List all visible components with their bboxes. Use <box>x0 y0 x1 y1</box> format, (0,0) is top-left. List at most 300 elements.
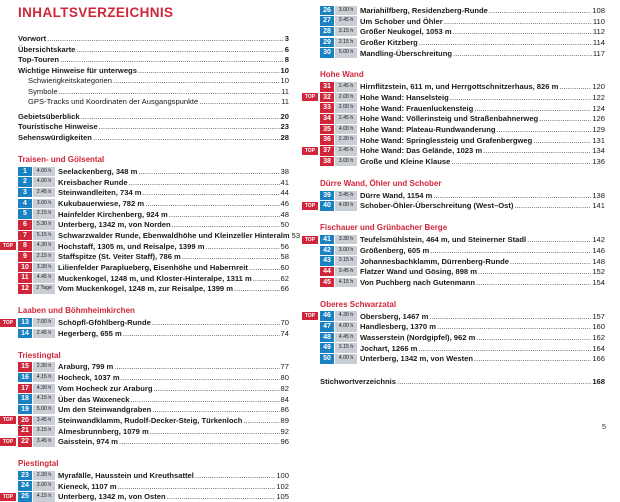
tour-duration: 2.30 h <box>33 362 55 372</box>
tour-duration: 5.15 h <box>33 231 55 241</box>
tour-page: 114 <box>593 38 605 47</box>
tour-name: Unterberg, 1342 m, von Norden <box>58 220 171 229</box>
toc-front-page: 23 <box>281 122 289 133</box>
tour-name: Araburg, 799 m <box>58 362 113 371</box>
tour-number: 23 <box>18 471 32 481</box>
tour-name: Größenberg, 605 m <box>360 246 429 255</box>
tour-entry[interactable] <box>320 343 605 354</box>
tour-duration: 3.45 h <box>335 191 357 201</box>
tour-name: Hohe Wand: Frauenluckensteig <box>360 104 473 113</box>
tour-number: 6 <box>18 220 32 230</box>
tour-number: 28 <box>320 27 334 37</box>
tour-number: 16 <box>18 373 32 383</box>
tour-number: 19 <box>18 405 32 415</box>
tour-entry[interactable] <box>18 187 289 198</box>
leader-dots <box>559 82 591 91</box>
section-heading: Triestingtal <box>18 350 289 361</box>
tour-number: 4 <box>18 199 32 209</box>
tour-page: 120 <box>592 82 605 91</box>
tour-entry[interactable] <box>18 166 289 177</box>
tour-duration: 4.30 h <box>33 384 55 394</box>
leader-dots <box>514 201 591 210</box>
tour-entry[interactable] <box>320 354 605 365</box>
tour-duration: 3.15 h <box>33 209 55 219</box>
tour-number: 26 <box>320 6 334 16</box>
section-heading: Hohe Wand <box>320 69 605 80</box>
tour-duration: 3.45 h <box>335 267 357 277</box>
tour-duration: 3.15 h <box>335 27 357 37</box>
leader-dots <box>113 76 280 87</box>
leader-dots <box>81 112 280 123</box>
leader-dots <box>195 471 275 480</box>
tour-number: 34 <box>320 114 334 124</box>
leader-dots <box>249 263 280 272</box>
leader-dots <box>450 93 592 102</box>
toc-front-entry[interactable] <box>18 112 289 123</box>
tour-entry[interactable] <box>18 481 289 492</box>
top-tour-badge: TOP <box>0 319 16 327</box>
tour-name: Teufelsmühlstein, 464 m, und Steinerner Stadl <box>360 235 526 244</box>
tour-number: 42 <box>320 246 334 256</box>
tour-name: Almesbrunnberg, 1079 m <box>58 427 149 436</box>
tour-entry[interactable] <box>320 135 605 146</box>
leader-dots <box>419 38 592 47</box>
tour-name: Hocheck, 1037 m <box>58 373 120 382</box>
tour-page: 166 <box>592 354 605 363</box>
tour-number: 5 <box>18 209 32 219</box>
tour-name: Flatzer Wand und Gösing, 898 m <box>360 267 477 276</box>
leader-dots <box>489 6 591 15</box>
tour-page: 100 <box>276 471 289 480</box>
tour-page: 62 <box>281 274 289 283</box>
tour-name: Schöpfl-Gföhlberg-Runde <box>58 318 151 327</box>
leader-dots <box>474 354 591 363</box>
tour-page: 48 <box>281 210 289 219</box>
tour-duration: 2.00 h <box>335 93 357 103</box>
tour-duration: 5.30 h <box>33 220 55 230</box>
tour-duration: 2.15 h <box>33 252 55 262</box>
tour-duration: 2.30 h <box>335 135 357 145</box>
tour-page: 77 <box>281 362 289 371</box>
tour-number: 47 <box>320 322 334 332</box>
tour-duration: 4.00 h <box>335 125 357 135</box>
tour-page: 60 <box>281 263 289 272</box>
tour-number: 35 <box>320 125 334 135</box>
tour-entry[interactable] <box>18 273 289 284</box>
section-heading: Fischauer und Grünbacher Berge <box>320 222 605 233</box>
tour-duration: 4.15 h <box>33 373 55 383</box>
tour-entry[interactable] <box>320 26 605 37</box>
tour-page: 131 <box>592 136 605 145</box>
top-tour-badge: TOP <box>302 147 318 155</box>
page-number-left: 4 <box>18 422 22 431</box>
leader-dots <box>130 395 279 404</box>
tour-name: Dürre Wand, 1154 m <box>360 191 432 200</box>
right-sections <box>320 5 605 364</box>
tour-page: 44 <box>281 188 289 197</box>
tour-duration: 4.00 h <box>335 354 357 364</box>
top-tour-badge: TOP <box>302 312 318 320</box>
tour-name: Unterberg, 1342 m, von Westen <box>360 354 473 363</box>
tour-number: 15 <box>18 362 32 372</box>
tour-name: Kreisbacher Runde <box>58 178 128 187</box>
leader-dots <box>539 114 591 123</box>
toc-front-entry[interactable] <box>18 97 289 108</box>
toc-front-entry[interactable] <box>18 45 289 56</box>
tour-name: Steinwandklamm, Rudolf-Decker-Steig, Türkenloch <box>58 416 242 425</box>
tour-page: 74 <box>281 329 289 338</box>
tour-duration: 4.00 h <box>33 167 55 177</box>
leader-dots <box>243 416 279 425</box>
tour-name: Großer Kitzberg <box>360 38 418 47</box>
tour-entry[interactable] <box>18 241 289 252</box>
tour-name: Obersberg, 1467 m <box>360 312 428 321</box>
tour-name: Seelackenberg, 348 m <box>58 167 137 176</box>
stichwortverzeichnis-label: Stichwortverzeichnis <box>320 376 396 387</box>
tour-name: Lilienfelder Paraplueberg, Eisenhöhe und Habernreit <box>58 263 248 272</box>
tour-number: 45 <box>320 278 334 288</box>
leader-dots <box>476 333 591 342</box>
tour-name: Vom Muckenkogel, 1248 m, zur Reisalpe, 1399 m <box>58 284 233 293</box>
page-number-right: 5 <box>602 422 606 431</box>
leader-dots <box>199 97 280 108</box>
tour-page: 126 <box>592 114 605 123</box>
tour-duration: 3.30 h <box>335 235 357 245</box>
tour-number: 24 <box>18 481 32 491</box>
tour-number: 30 <box>320 48 334 58</box>
leader-dots <box>93 133 280 144</box>
tour-duration: 4.45 h <box>33 273 55 283</box>
tour-number: 44 <box>320 267 334 277</box>
leader-dots <box>138 167 279 176</box>
tour-entry[interactable] <box>18 436 289 447</box>
leader-dots <box>47 34 284 45</box>
tour-number: 40 <box>320 201 334 211</box>
tour-name: Hohe Wand: Das Gelände, 1023 m <box>360 146 482 155</box>
tour-entry[interactable] <box>18 404 289 415</box>
tour-duration: 2.45 h <box>335 114 357 124</box>
leader-dots <box>145 199 279 208</box>
toc-front-label: Touristische Hinweise <box>18 122 98 133</box>
tour-number: 9 <box>18 252 32 262</box>
leader-dots <box>119 437 280 446</box>
toc-front-entry[interactable] <box>18 66 289 77</box>
tour-entry[interactable] <box>18 328 289 339</box>
tour-page: 148 <box>592 257 605 266</box>
toc-front-label: Sehenswürdigkeiten <box>18 133 92 144</box>
toc-front-entry[interactable] <box>18 34 289 45</box>
tour-page: 164 <box>592 344 605 353</box>
tour-duration: 5.00 h <box>33 405 55 415</box>
tour-entry[interactable] <box>18 362 289 373</box>
tour-entry[interactable] <box>320 37 605 48</box>
leader-dots <box>418 344 591 353</box>
toc-front-page: 20 <box>281 112 289 123</box>
tour-page: 141 <box>592 201 605 210</box>
tour-entry[interactable] <box>320 48 605 59</box>
tour-entry[interactable] <box>18 492 289 502</box>
tour-number: 38 <box>320 157 334 167</box>
tour-number: 14 <box>18 329 32 339</box>
tour-entry[interactable] <box>320 234 605 245</box>
toc-front-page: 11 <box>281 97 289 108</box>
toc-front-entry[interactable] <box>18 76 289 87</box>
tour-number: 50 <box>320 354 334 364</box>
tour-page: 154 <box>592 278 605 287</box>
tour-entry[interactable] <box>320 146 605 157</box>
leader-dots <box>118 482 276 491</box>
tour-number: 2 <box>18 177 32 187</box>
tour-duration: 3.15 h <box>33 426 55 436</box>
tour-entry[interactable] <box>320 92 605 103</box>
tour-duration: 2.45 h <box>335 82 357 92</box>
toc-front-label: Vorwort <box>18 34 46 45</box>
tour-entry[interactable] <box>320 103 605 114</box>
tour-duration: 4.00 h <box>335 201 357 211</box>
stichwortverzeichnis-entry[interactable] <box>320 376 605 387</box>
tour-entry[interactable] <box>320 114 605 125</box>
leader-dots <box>205 242 279 251</box>
tour-entry[interactable] <box>320 311 605 322</box>
section-heading: Piestingtal <box>18 458 289 469</box>
tour-number: 11 <box>18 273 32 283</box>
tour-page: 124 <box>592 104 605 113</box>
tour-entry[interactable] <box>18 219 289 230</box>
leader-dots <box>497 125 592 134</box>
toc-front-label: Übersichtskarte <box>18 45 75 56</box>
tour-duration: 2.45 h <box>33 329 55 339</box>
tour-page: 86 <box>281 405 289 414</box>
tour-entry[interactable] <box>320 245 605 256</box>
leader-dots <box>451 157 591 166</box>
tour-page: 134 <box>592 146 605 155</box>
section-heading: Oberes Schwarzatal <box>320 299 605 310</box>
leader-dots <box>152 318 280 327</box>
tour-number: 37 <box>320 146 334 156</box>
tour-entry[interactable] <box>18 284 289 295</box>
tour-entry[interactable] <box>320 201 605 212</box>
toc-front-label: Gebietsüberblick <box>18 112 80 123</box>
tour-duration: 2.45 h <box>33 188 55 198</box>
leader-dots <box>167 492 276 501</box>
tour-number: 36 <box>320 135 334 145</box>
tour-name: Kukubauerwiese, 782 m <box>58 199 144 208</box>
tour-duration: 4.45 h <box>335 333 357 343</box>
leader-dots <box>478 267 591 276</box>
toc-front-page: 6 <box>285 45 289 56</box>
tour-entry[interactable] <box>320 266 605 277</box>
leader-dots <box>453 27 592 36</box>
tour-number: 27 <box>320 16 334 26</box>
tour-number: 41 <box>320 235 334 245</box>
leader-dots <box>172 220 280 229</box>
top-tour-badge: TOP <box>302 202 318 210</box>
tour-entry[interactable] <box>320 277 605 288</box>
section-heading: Laaben und Böhmheimkirchen <box>18 305 289 316</box>
leader-dots <box>430 246 591 255</box>
leader-dots <box>114 362 279 371</box>
leader-dots <box>527 235 591 244</box>
tour-entry[interactable] <box>320 5 605 16</box>
tour-name: Um den Steinwandgraben <box>58 405 151 414</box>
tour-page: 46 <box>281 199 289 208</box>
tour-duration: 3.15 h <box>335 256 357 266</box>
tour-entry[interactable] <box>320 16 605 27</box>
tour-entry[interactable] <box>320 256 605 267</box>
toc-front-entry[interactable] <box>18 87 289 98</box>
tour-page: 66 <box>281 284 289 293</box>
tour-entry[interactable] <box>18 470 289 481</box>
tour-entry[interactable] <box>320 81 605 92</box>
tour-duration: 3.15 h <box>335 343 357 353</box>
toc-front-label: Symbole <box>28 87 58 98</box>
tour-entry[interactable] <box>320 156 605 167</box>
top-tour-badge: TOP <box>0 438 16 446</box>
tour-number: 33 <box>320 103 334 113</box>
left-sections <box>18 154 289 502</box>
tour-page: 160 <box>592 322 605 331</box>
tour-name: Gaisstein, 974 m <box>58 437 118 446</box>
leader-dots <box>59 87 281 98</box>
tour-name: Kieneck, 1107 m <box>58 482 117 491</box>
tour-number: 49 <box>320 343 334 353</box>
tour-entry[interactable] <box>320 124 605 135</box>
tour-duration: 5.00 h <box>335 48 357 58</box>
tour-page: 117 <box>593 49 605 58</box>
tour-number: 20 <box>18 416 32 426</box>
tour-page: 157 <box>592 312 605 321</box>
tour-entry[interactable] <box>320 321 605 332</box>
tour-duration: 2.00 h <box>335 103 357 113</box>
tour-duration: 3.45 h <box>33 416 55 426</box>
leader-dots <box>150 427 280 436</box>
tour-page: 50 <box>281 220 289 229</box>
tour-duration: 2.15 h <box>335 38 357 48</box>
front-matter-list <box>18 34 289 143</box>
tour-duration: 2.45 h <box>335 146 357 156</box>
tour-entry[interactable] <box>18 394 289 405</box>
tour-name: Unterberg, 1342 m, von Osten <box>58 492 166 501</box>
right-page <box>320 0 605 387</box>
tour-page: 84 <box>281 395 289 404</box>
tour-page: 122 <box>592 93 605 102</box>
leader-dots <box>121 373 280 382</box>
tour-number: 48 <box>320 333 334 343</box>
tour-entry[interactable] <box>18 317 289 328</box>
tour-number: 17 <box>18 384 32 394</box>
tour-duration: 4.15 h <box>33 492 55 502</box>
tour-name: Johannesbachklamm, Dürrenberg-Runde <box>360 257 509 266</box>
tour-entry[interactable] <box>320 190 605 201</box>
top-tour-badge: TOP <box>302 93 318 101</box>
leader-dots <box>437 322 591 331</box>
tour-page: 162 <box>592 333 605 342</box>
tour-name: Vom Hocheck zur Araburg <box>58 384 153 393</box>
tour-duration: 3.00 h <box>335 246 357 256</box>
tour-duration: 4.15 h <box>33 394 55 404</box>
toc-front-page: 10 <box>281 66 289 77</box>
page-title: INHALTSVERZEICHNIS <box>18 5 289 21</box>
tour-entry[interactable] <box>18 198 289 209</box>
tour-name: Hirnflitzstein, 611 m, und Herrgottschnitzerhaus, 826 m <box>360 82 558 91</box>
tour-name: Hochstaff, 1305 m, und Reisalpe, 1399 m <box>58 242 204 251</box>
leader-dots <box>234 284 280 293</box>
toc-front-entry[interactable] <box>18 122 289 133</box>
tour-page: 105 <box>276 492 289 501</box>
tour-name: Größer Neukogel, 1053 m <box>360 27 452 36</box>
leader-dots <box>253 274 280 283</box>
tour-page: 146 <box>592 246 605 255</box>
toc-front-label: GPS-Tracks und Koordinaten der Ausgangspunkte <box>28 97 198 108</box>
leader-dots <box>433 191 591 200</box>
tour-number: 21 <box>18 426 32 436</box>
tour-number: 29 <box>320 38 334 48</box>
tour-entry[interactable] <box>320 332 605 343</box>
tour-duration: 3.00 h <box>33 199 55 209</box>
tour-number: 25 <box>18 492 32 502</box>
tour-page: 138 <box>592 191 605 200</box>
tour-duration: 3.00 h <box>335 157 357 167</box>
stichwortverzeichnis-page: 168 <box>592 376 605 387</box>
tour-entry[interactable] <box>18 209 289 220</box>
tour-name: Über das Waxeneck <box>58 395 129 404</box>
toc-front-entry[interactable] <box>18 55 289 66</box>
leader-dots <box>152 405 279 414</box>
tour-number: 12 <box>18 284 32 294</box>
toc-front-page: 28 <box>281 133 289 144</box>
leader-dots <box>474 104 591 113</box>
tour-page: 70 <box>281 318 289 327</box>
section-heading: Dürre Wand, Öhler und Schober <box>320 178 605 189</box>
leader-dots <box>143 188 280 197</box>
tour-number: 8 <box>18 241 32 251</box>
tour-entry[interactable] <box>18 415 289 426</box>
tour-entry[interactable] <box>18 383 289 394</box>
tour-name: Schober-Öhler-Überschreitung (West–Ost) <box>360 201 513 210</box>
tour-entry[interactable] <box>18 230 289 241</box>
tour-page: 142 <box>592 235 605 244</box>
leader-dots <box>483 146 591 155</box>
tour-name: Handlesberg, 1370 m <box>360 322 436 331</box>
toc-front-page: 11 <box>281 87 289 98</box>
tour-number: 3 <box>18 188 32 198</box>
tour-page: 112 <box>593 27 605 36</box>
tour-entry[interactable] <box>18 372 289 383</box>
leader-dots <box>444 17 592 26</box>
tour-duration: 3.45 h <box>33 437 55 447</box>
tour-entry[interactable] <box>18 177 289 188</box>
tour-entry[interactable] <box>18 252 289 263</box>
tour-duration: 4.30 h <box>335 311 357 321</box>
tour-page: 92 <box>281 427 289 436</box>
toc-front-page: 8 <box>285 55 289 66</box>
leader-dots <box>123 329 280 338</box>
tour-name: Schwarzwalder Runde, Ebenwaldhöhe und Kleinzeller Hinteralm <box>58 231 290 240</box>
tour-page: 80 <box>281 373 289 382</box>
tour-name: Hainfelder Kirchenberg, 924 m <box>58 210 168 219</box>
top-tour-badge: TOP <box>0 416 16 424</box>
tour-number: 22 <box>18 437 32 447</box>
tour-entry[interactable] <box>18 262 289 273</box>
leader-dots <box>476 278 591 287</box>
toc-front-entry[interactable] <box>18 133 289 144</box>
tour-duration: 4.00 h <box>335 322 357 332</box>
tour-page: 58 <box>281 252 289 261</box>
toc-front-page: 3 <box>285 34 289 45</box>
tour-number: 43 <box>320 256 334 266</box>
tour-name: Mariahilfberg, Residenzberg-Runde <box>360 6 488 15</box>
tour-page: 108 <box>592 6 605 15</box>
